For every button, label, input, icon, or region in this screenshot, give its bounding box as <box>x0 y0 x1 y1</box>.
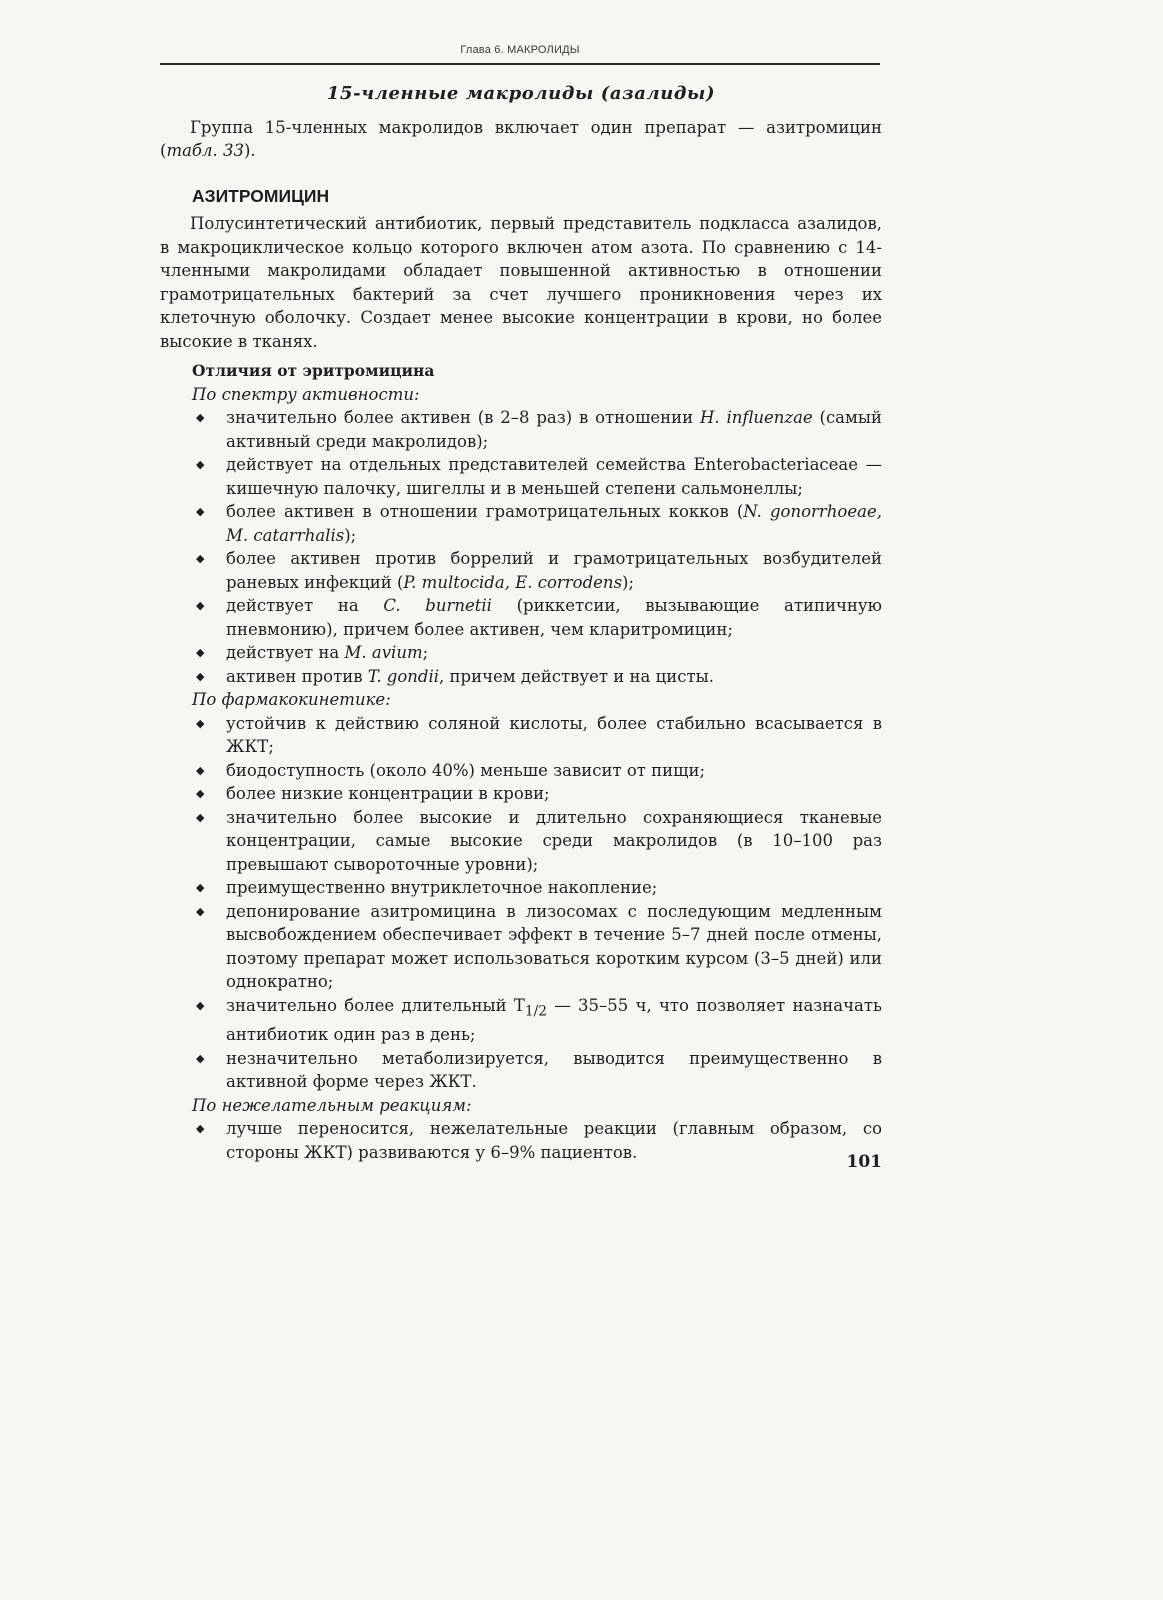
subscript: 1/2 <box>524 1002 547 1019</box>
item-text: значительно более длительный T <box>226 995 525 1015</box>
item-text: депонирование азитромицина в лизосомах с последующим медленным высвобождением обеспечивает эффект в течение 5–7 дней после отмены, поэтому препарат может использоваться коротким курсом (3–5 дней) или однократно; <box>226 901 882 991</box>
bullet-diamond-icon: ◆ <box>196 904 205 918</box>
item-text: — 35–55 ч, что позволяет назначать антибиотик один раз в день; <box>226 995 882 1045</box>
bullet-diamond-icon: ◆ <box>196 810 205 824</box>
item-text: ); <box>622 572 635 592</box>
table-reference: табл. 33 <box>166 141 244 160</box>
item-text: преимущественно внутриклеточное накопление; <box>226 878 658 897</box>
item-text: (самый активный среди макролидов); <box>226 408 882 451</box>
page-content <box>160 82 882 1164</box>
item-text: действует на <box>226 596 384 615</box>
item-text: , причем действует и на цисты. <box>439 666 714 686</box>
category-title-pharmacokinetics: По фармакокинетике: <box>192 690 391 709</box>
section-title: 15-членные макролиды (азалиды) <box>326 83 716 104</box>
running-head: Глава 6. МАКРОЛИДЫ <box>460 44 580 56</box>
list-item <box>160 594 882 641</box>
item-text: значительно более высокие и длительно сохраняющиеся тканевые концентрации, самые высокие среди макролидов (в 10–100 раз превышают сывороточные уровни); <box>226 807 882 874</box>
bullet-diamond-icon: ◆ <box>196 1051 205 1065</box>
bullet-diamond-icon: ◆ <box>196 1122 205 1136</box>
item-text: действует на <box>226 643 345 662</box>
bullet-list-pharmacokinetics <box>160 712 882 1094</box>
list-item <box>160 759 882 783</box>
bullet-diamond-icon: ◆ <box>196 881 205 894</box>
organism-name: M. avium <box>344 643 423 662</box>
item-text: значительно более активен (в 2–8 раз) в отношении <box>226 408 700 427</box>
header-rule <box>160 63 880 65</box>
list-item <box>160 1117 882 1164</box>
item-text: действует на отдельных представителей семейства Enterobacteriaceae — кишечную палочку, шигеллы и в меньшей степени сальмонеллы; <box>226 455 882 498</box>
organism-name: N. gonorrhoeae, M. catarrhalis <box>226 502 882 545</box>
organism-name: C. burnetii <box>383 596 492 615</box>
difference-categories <box>160 383 882 1165</box>
bullet-diamond-icon: ◆ <box>196 505 205 518</box>
item-text: более активен в отношении грамотрицательных кокков ( <box>226 502 744 521</box>
bullet-diamond-icon: ◆ <box>196 552 205 565</box>
page-number: 101 <box>846 1152 882 1172</box>
organism-name: H. influenzae <box>700 408 813 427</box>
bullet-diamond-icon: ◆ <box>196 669 205 683</box>
item-text: (риккетсии, вызывающие атипичную пневмонию), причем более активен, чем кларитромицин; <box>226 596 882 639</box>
bullet-diamond-icon: ◆ <box>196 458 205 471</box>
item-text: незначительно метаболизируется, выводится преимущественно в активной форме через ЖКТ. <box>226 1048 882 1092</box>
list-item <box>160 712 882 759</box>
organism-name: P. multocida, E. corrodens <box>403 572 623 592</box>
item-text: более низкие концентрации в крови; <box>226 784 550 803</box>
list-item <box>160 500 882 547</box>
list-item <box>160 1047 882 1094</box>
list-item <box>160 453 882 500</box>
bullet-diamond-icon: ◆ <box>196 716 205 730</box>
bullet-diamond-icon: ◆ <box>196 998 205 1012</box>
drug-heading: АЗИТРОМИЦИН <box>192 185 330 206</box>
list-item <box>160 406 882 453</box>
bullet-diamond-icon: ◆ <box>196 411 205 424</box>
differences-heading: Отличия от эритромицина <box>192 361 435 380</box>
organism-name: T. gondii <box>367 666 440 686</box>
intro-text: Группа 15-членных макролидов включает один препарат — азитромицин <box>190 117 882 137</box>
list-item <box>160 547 882 594</box>
list-item <box>160 900 882 994</box>
bullet-list-adverse-reactions <box>160 1117 882 1164</box>
item-text: устойчив к действию соляной кислоты, более стабильно всасывается в ЖКТ; <box>226 713 882 756</box>
bullet-diamond-icon: ◆ <box>196 763 205 777</box>
category-title-activity-spectrum: По спектру активности: <box>192 384 420 404</box>
item-text: ; <box>422 643 429 662</box>
bullet-diamond-icon: ◆ <box>196 787 205 800</box>
item-text: более активен против боррелий и грамотрицательных возбудителей раневых инфекций ( <box>226 549 882 592</box>
intro-ref-close: ). <box>243 141 256 160</box>
item-text: активен против <box>226 666 368 686</box>
list-item <box>160 876 882 900</box>
item-text: ); <box>344 525 357 545</box>
drug-description: Полусинтетический антибиотик, первый представитель подкласса азалидов, в макроциклическое кольцо которого включен атом азота. По сравнению с 14-членными макролидами обладает повышенной активностью в отношении грамотрицательных бактерий за счет лучшего проникновения через их клеточную оболочку. Создает менее высокие концентрации в крови, но более высокие в тканях. <box>160 214 882 351</box>
intro-ref-open: ( <box>160 141 167 160</box>
list-item <box>160 641 882 665</box>
list-item <box>160 665 882 689</box>
list-item <box>160 806 882 877</box>
intro-paragraph <box>160 116 882 163</box>
item-text: лучше переносится, нежелательные реакции (главным образом, со стороны ЖКТ) развиваются у 6–9% пациентов. <box>226 1119 882 1162</box>
item-text: биодоступность (около 40%) меньше зависит от пищи; <box>226 760 706 780</box>
bullet-diamond-icon: ◆ <box>196 599 205 612</box>
bullet-diamond-icon: ◆ <box>196 646 205 659</box>
bullet-list-activity-spectrum <box>160 406 882 688</box>
list-item <box>160 782 882 806</box>
list-item <box>160 994 882 1047</box>
category-title-adverse-reactions: По нежелательным реакциям: <box>192 1095 472 1115</box>
